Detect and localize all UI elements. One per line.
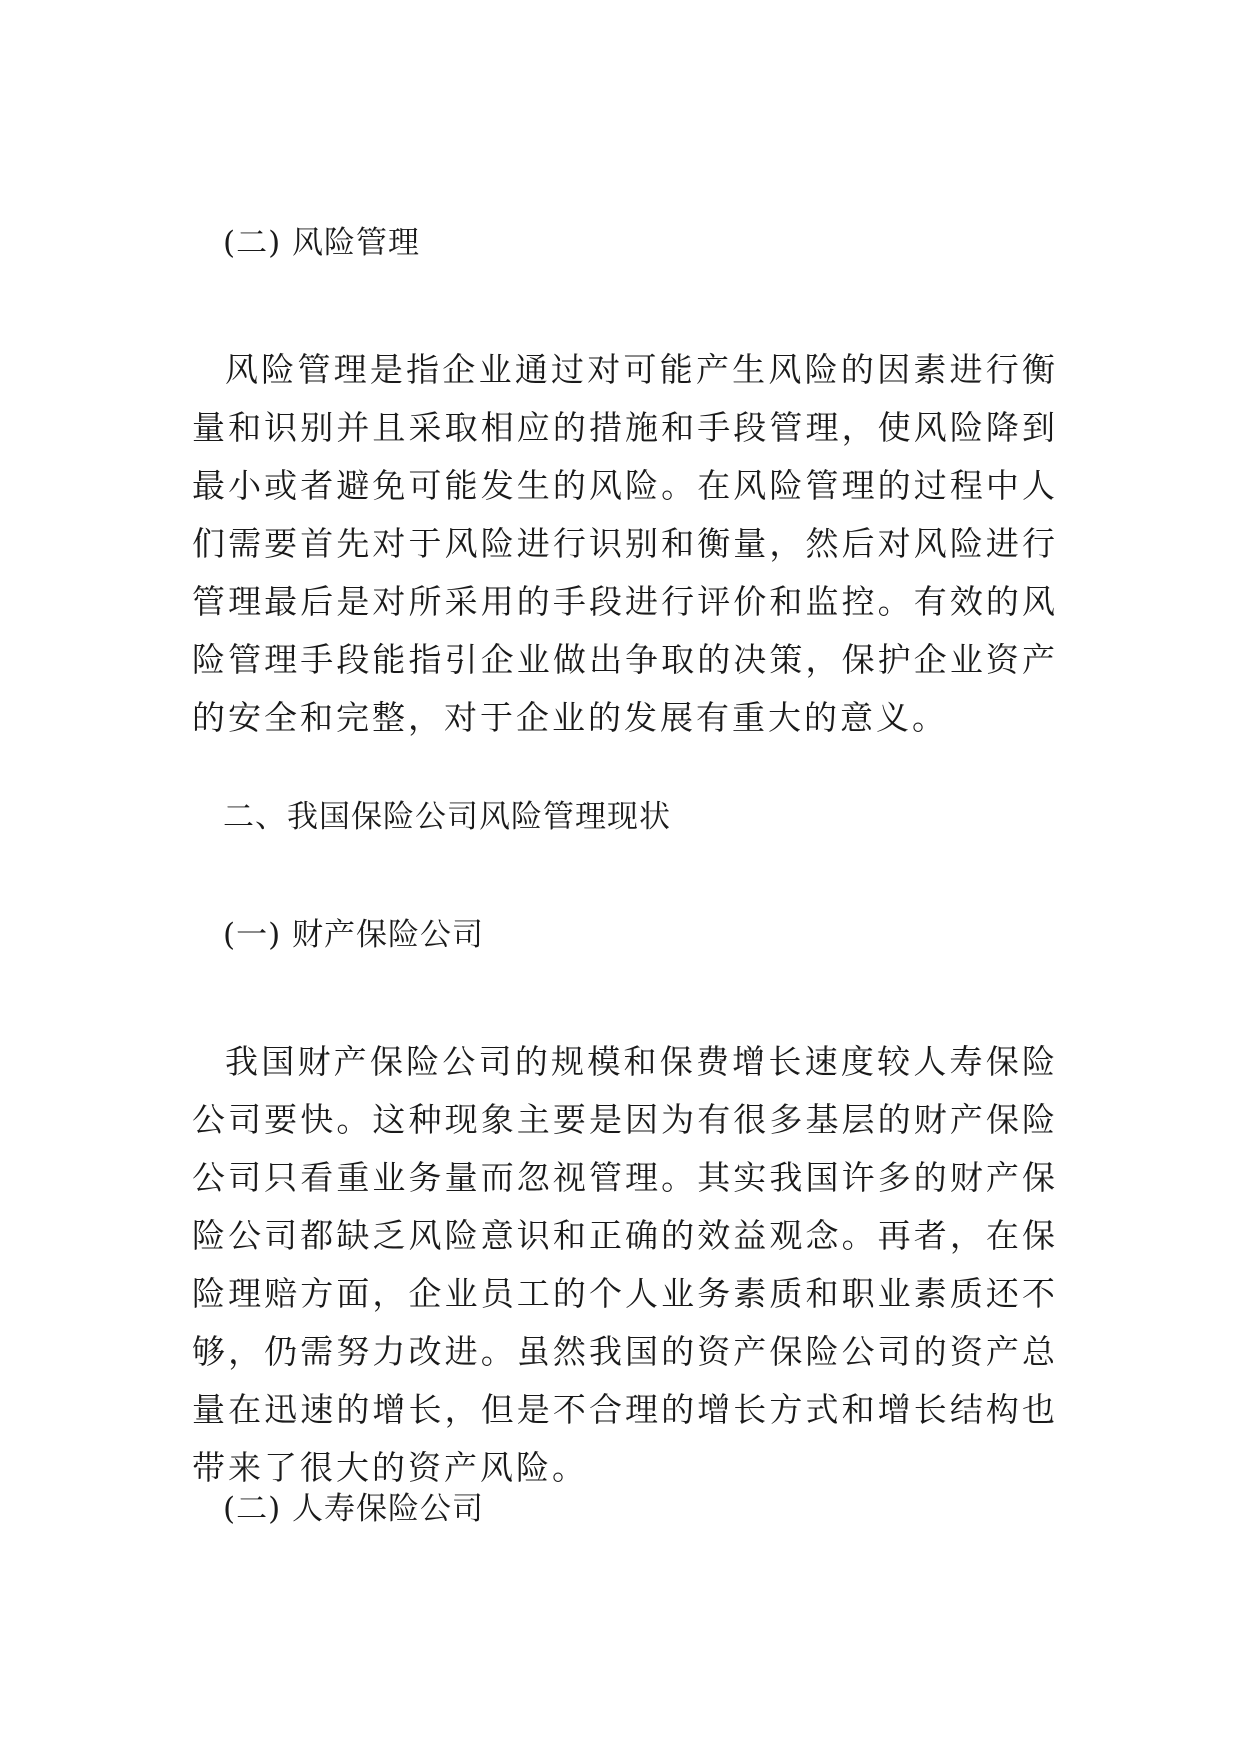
subheading-risk-management: (二) 风险管理: [223, 225, 421, 261]
paragraph-property-insurance: 我国财产保险公司的规模和保费增长速度较人寿保险公司要快。这种现象主要是因为有很多基层的财产保险公司只看重业务量而忽视管理。其实我国许多的财产保险公司都缺乏风险意识和正确的效益观念。再者，在保险理赔方面，企业员工的个人业务素质和职业素质还不够，仍需努力改进。虽然我国的资产保险公司的资产总量在迅速的增长，但是不合理的增长方式和增长结构也带来了很大的资产风险。: [192, 1042, 1058, 1487]
section-title: 二、我国保险公司风险管理现状: [223, 799, 671, 835]
paragraph-risk-management: 风险管理是指企业通过对可能产生风险的因素进行衡量和识别并且采取相应的措施和手段管理，使风险降到最小或者避免可能发生的风险。在风险管理的过程中人们需要首先对于风险进行识别和衡量，然后对风险进行管理最后是对所采用的手段进行评价和监控。有效的风险管理手段能指引企业做出争取的决策，保护企业资产的安全和完整，对于企业的发展有重大的意义。: [192, 350, 1058, 737]
subheading-life-insurance: (二) 人寿保险公司: [223, 1491, 485, 1527]
subheading-property-insurance: (一) 财产保险公司: [223, 917, 485, 953]
